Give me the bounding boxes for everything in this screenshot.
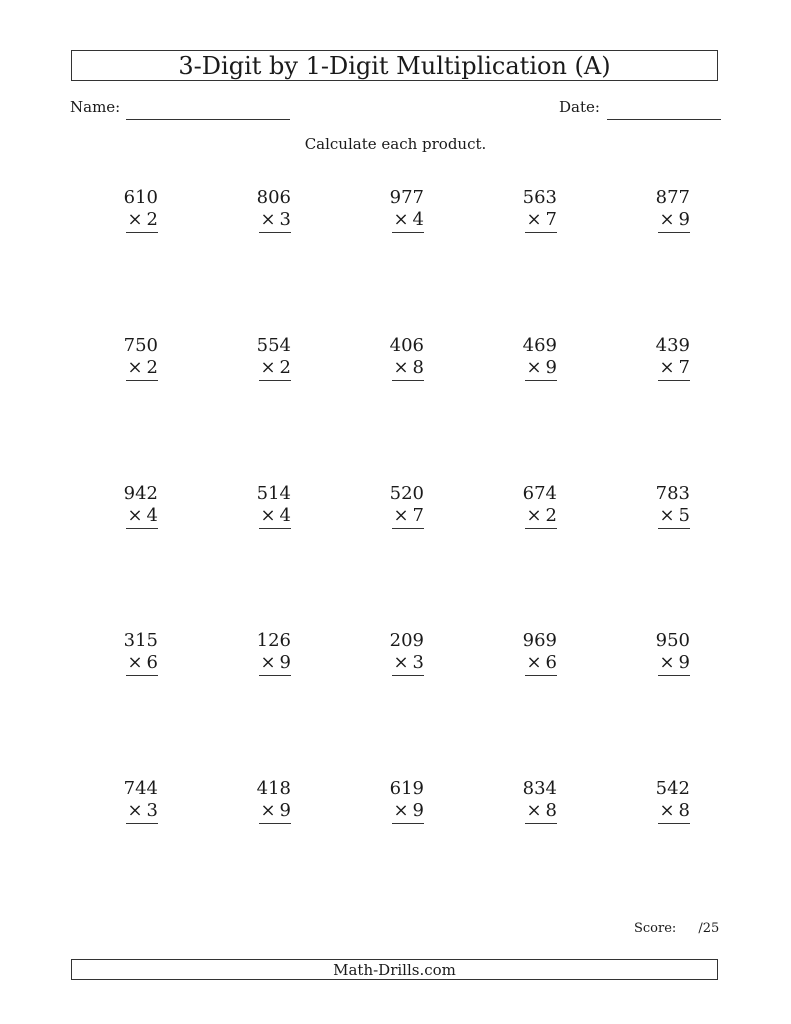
- problem: [231, 630, 291, 676]
- problem-multiplier-line: [392, 505, 424, 529]
- problem-multiplier: 3: [412, 652, 424, 673]
- problem-multiplicand: 877: [655, 187, 690, 208]
- problem-multiplier: 2: [146, 209, 158, 230]
- problem-multiplier: 2: [146, 357, 158, 378]
- problem-multiplier: 2: [545, 505, 557, 526]
- problem-multiplicand: 674: [522, 483, 557, 504]
- problem-multiplier-line: [126, 357, 158, 381]
- problem-multiplier-line: [126, 505, 158, 529]
- times-sign: ×: [260, 652, 276, 673]
- problem-multiplier-line: [525, 652, 557, 676]
- times-sign: ×: [260, 505, 276, 526]
- problem-multiplier-line: [259, 209, 291, 233]
- times-sign: ×: [127, 800, 143, 821]
- problem: [497, 483, 557, 529]
- problem-multiplier-line: [392, 800, 424, 824]
- problem-multiplier-line: [392, 357, 424, 381]
- times-sign: ×: [659, 652, 675, 673]
- problem-multiplicand: 744: [123, 778, 158, 799]
- problem-multiplier-line: [525, 209, 557, 233]
- problem-multiplicand: 126: [256, 630, 291, 651]
- times-sign: ×: [260, 357, 276, 378]
- problem: [231, 483, 291, 529]
- problem: [364, 630, 424, 676]
- times-sign: ×: [393, 357, 409, 378]
- problem-multiplier: 9: [678, 209, 690, 230]
- times-sign: ×: [526, 209, 542, 230]
- problem-multiplicand: 750: [123, 335, 158, 356]
- problem-multiplicand: 209: [389, 630, 424, 651]
- problem-multiplier: 8: [678, 800, 690, 821]
- score-label: Score:: [634, 921, 677, 936]
- problem-multiplier: 9: [279, 652, 291, 673]
- problem-multiplier: 5: [678, 505, 690, 526]
- problem: [364, 483, 424, 529]
- problem-multiplier-line: [525, 800, 557, 824]
- problem-multiplier: 4: [279, 505, 291, 526]
- problem-multiplicand: 542: [655, 778, 690, 799]
- footer-box: [71, 959, 718, 980]
- date-label: Date:: [559, 98, 600, 116]
- problem-multiplicand: 619: [389, 778, 424, 799]
- times-sign: ×: [659, 209, 675, 230]
- score-area: [634, 920, 719, 938]
- problem: [630, 778, 690, 824]
- times-sign: ×: [393, 505, 409, 526]
- problem-multiplicand: 406: [389, 335, 424, 356]
- problem-multiplier: 9: [412, 800, 424, 821]
- instructions: Calculate each product.: [304, 135, 487, 153]
- problem-multiplicand: 554: [256, 335, 291, 356]
- problem-multiplier: 9: [279, 800, 291, 821]
- problem-multiplier-line: [259, 800, 291, 824]
- problem: [98, 630, 158, 676]
- times-sign: ×: [127, 652, 143, 673]
- problem-multiplier-line: [658, 209, 690, 233]
- problem: [497, 630, 557, 676]
- times-sign: ×: [526, 800, 542, 821]
- problem-multiplicand: 969: [522, 630, 557, 651]
- problem-multiplier: 7: [412, 505, 424, 526]
- problem: [231, 187, 291, 233]
- worksheet-title: 3-Digit by 1-Digit Multiplication (A): [178, 51, 611, 80]
- name-label: Name:: [70, 98, 121, 116]
- times-sign: ×: [127, 505, 143, 526]
- times-sign: ×: [659, 505, 675, 526]
- problem-multiplier: 3: [146, 800, 158, 821]
- times-sign: ×: [526, 357, 542, 378]
- problem: [630, 630, 690, 676]
- times-sign: ×: [526, 505, 542, 526]
- problem-multiplier-line: [259, 652, 291, 676]
- problem: [364, 335, 424, 381]
- problem-multiplier-line: [658, 800, 690, 824]
- problem: [630, 483, 690, 529]
- problem-multiplicand: 439: [655, 335, 690, 356]
- problem: [630, 187, 690, 233]
- times-sign: ×: [393, 209, 409, 230]
- problem: [497, 778, 557, 824]
- problem: [98, 778, 158, 824]
- problem-multiplicand: 418: [256, 778, 291, 799]
- footer-text: Math-Drills.com: [333, 960, 456, 979]
- problem-multiplier-line: [259, 357, 291, 381]
- problem: [98, 483, 158, 529]
- times-sign: ×: [393, 652, 409, 673]
- problem-multiplier: 8: [545, 800, 557, 821]
- problem-multiplier-line: [658, 357, 690, 381]
- problem-multiplier: 9: [678, 652, 690, 673]
- times-sign: ×: [659, 800, 675, 821]
- problem-multiplicand: 977: [389, 187, 424, 208]
- problem: [630, 335, 690, 381]
- problem: [231, 335, 291, 381]
- problem-multiplier: 8: [412, 357, 424, 378]
- problem-multiplicand: 834: [522, 778, 557, 799]
- problem-multiplier: 6: [545, 652, 557, 673]
- problem-multiplier: 4: [412, 209, 424, 230]
- problem-multiplier-line: [525, 505, 557, 529]
- problem-multiplicand: 315: [123, 630, 158, 651]
- problem-multiplier-line: [126, 652, 158, 676]
- times-sign: ×: [659, 357, 675, 378]
- problem-multiplier: 4: [146, 505, 158, 526]
- problem-multiplier-line: [126, 209, 158, 233]
- problem-multiplier: 9: [545, 357, 557, 378]
- problem-multiplier-line: [392, 209, 424, 233]
- problem: [98, 187, 158, 233]
- problem: [231, 778, 291, 824]
- problem-multiplicand: 950: [655, 630, 690, 651]
- problem-multiplier-line: [658, 505, 690, 529]
- problem-multiplier: 3: [279, 209, 291, 230]
- problem-multiplier-line: [525, 357, 557, 381]
- problem: [98, 335, 158, 381]
- problem-multiplier: 7: [678, 357, 690, 378]
- problem-multiplier-line: [392, 652, 424, 676]
- problem-multiplier: 6: [146, 652, 158, 673]
- problem-multiplier: 7: [545, 209, 557, 230]
- problem: [364, 187, 424, 233]
- problem: [364, 778, 424, 824]
- problem-multiplicand: 514: [256, 483, 291, 504]
- times-sign: ×: [393, 800, 409, 821]
- score-total: /25: [698, 921, 720, 936]
- times-sign: ×: [260, 800, 276, 821]
- times-sign: ×: [260, 209, 276, 230]
- times-sign: ×: [127, 209, 143, 230]
- problem-multiplier-line: [658, 652, 690, 676]
- problem: [497, 335, 557, 381]
- problem-multiplicand: 806: [256, 187, 291, 208]
- problem-multiplicand: 783: [655, 483, 690, 504]
- times-sign: ×: [127, 357, 143, 378]
- problem-multiplier: 2: [279, 357, 291, 378]
- problem-multiplier-line: [126, 800, 158, 824]
- problem-multiplier-line: [259, 505, 291, 529]
- problem-multiplicand: 520: [389, 483, 424, 504]
- problem-multiplicand: 563: [522, 187, 557, 208]
- problem-multiplicand: 469: [522, 335, 557, 356]
- problem-multiplicand: 610: [123, 187, 158, 208]
- problem-multiplicand: 942: [123, 483, 158, 504]
- times-sign: ×: [526, 652, 542, 673]
- problem: [497, 187, 557, 233]
